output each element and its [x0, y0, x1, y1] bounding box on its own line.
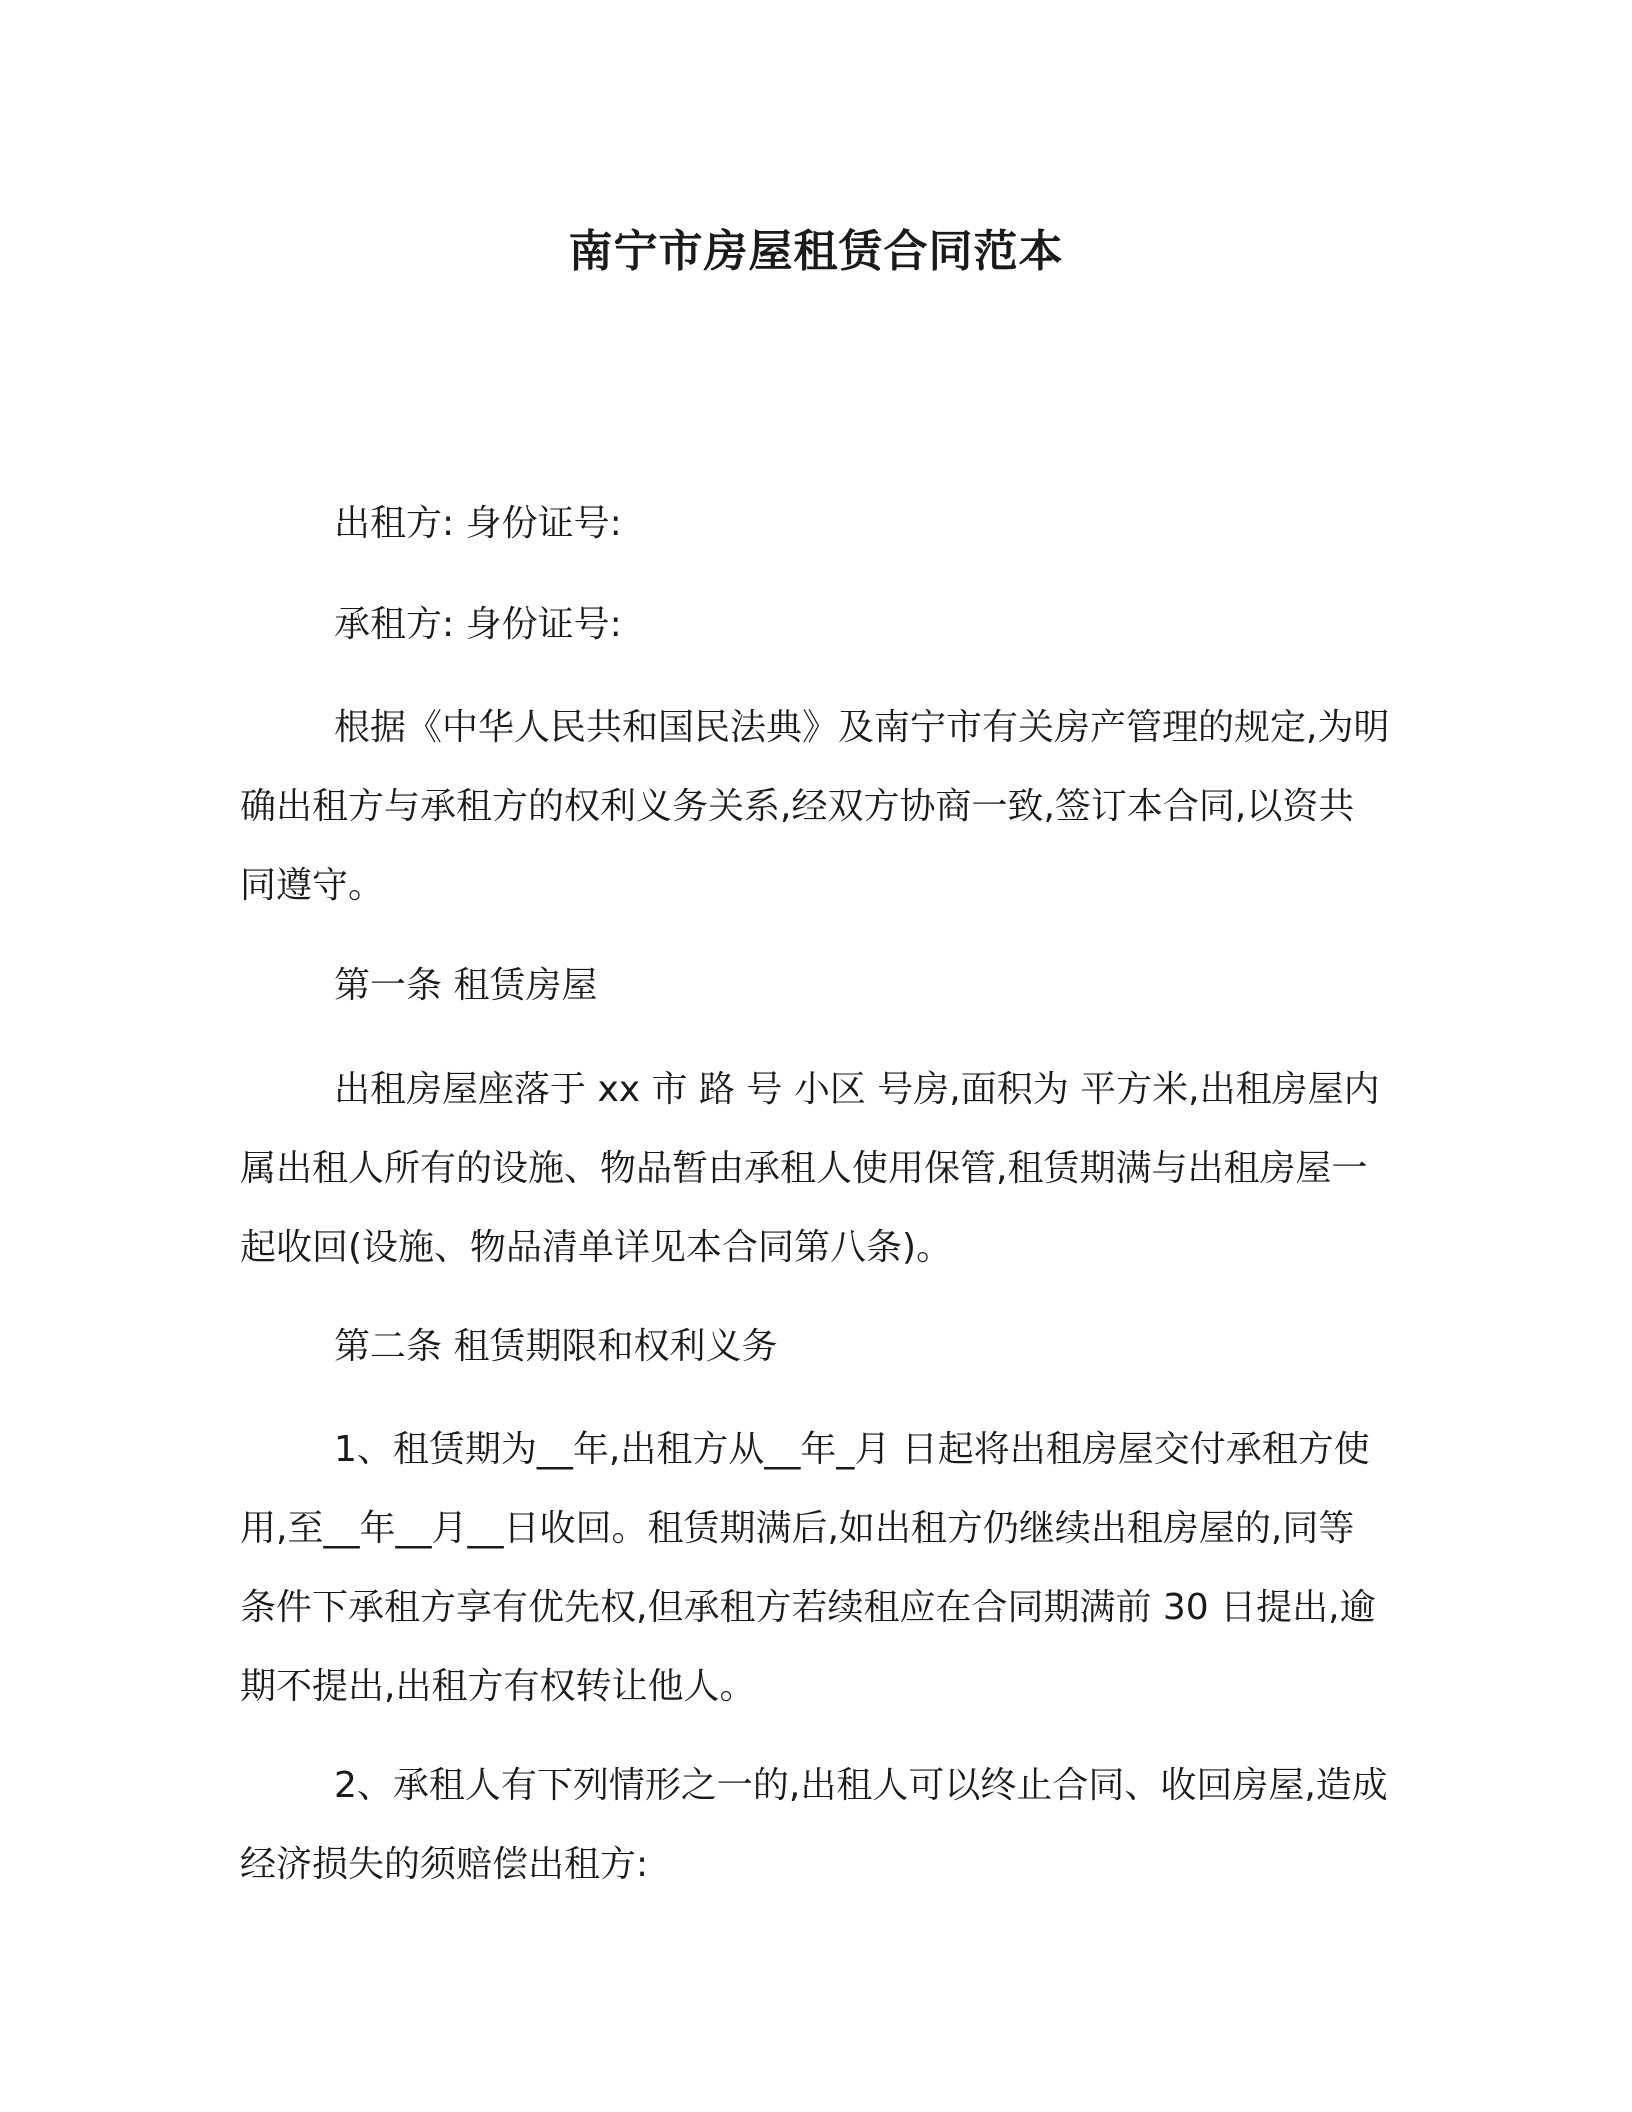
article-2-item-1: 1、租赁期为__年,出租方从__年_月 日起将出租房屋交付承租方使用,至__年__月__日收回。租赁期满后,如出租方仍继续出租房屋的,同等条件下承租方享有优先权,但承租方若续租应在合同期满前 30 日提出,逾期不提出,出租方有权转让他人。: [240, 1429, 1376, 1707]
document-title: 南宁市房屋租赁合同范本: [568, 226, 1064, 277]
lessor-line: 出租方: 身份证号:: [334, 503, 622, 544]
article-1-heading: 第一条 租赁房屋: [334, 965, 598, 1006]
lessee-line: 承租方: 身份证号:: [334, 604, 622, 645]
article-1-body: 出租房屋座落于 xx 市 路 号 小区 号房,面积为 平方米,出租房屋内属出租人所有的设施、物品暂由承租人使用保管,租赁期满与出租房屋一起收回(设施、物品清单详见本合同第八条)。: [240, 1069, 1380, 1268]
article-2-item-2: 2、承租人有下列情形之一的,出租人可以终止合同、收回房屋,造成经济损失的须赔偿出租方:: [240, 1765, 1388, 1885]
preamble-paragraph: 根据《中华人民共和国民法典》及南宁市有关房产管理的规定,为明确出租方与承租方的权利义务关系,经双方协商一致,签订本合同,以资共同遵守。: [240, 707, 1390, 906]
article-2-heading: 第二条 租赁期限和权利义务: [334, 1326, 778, 1367]
